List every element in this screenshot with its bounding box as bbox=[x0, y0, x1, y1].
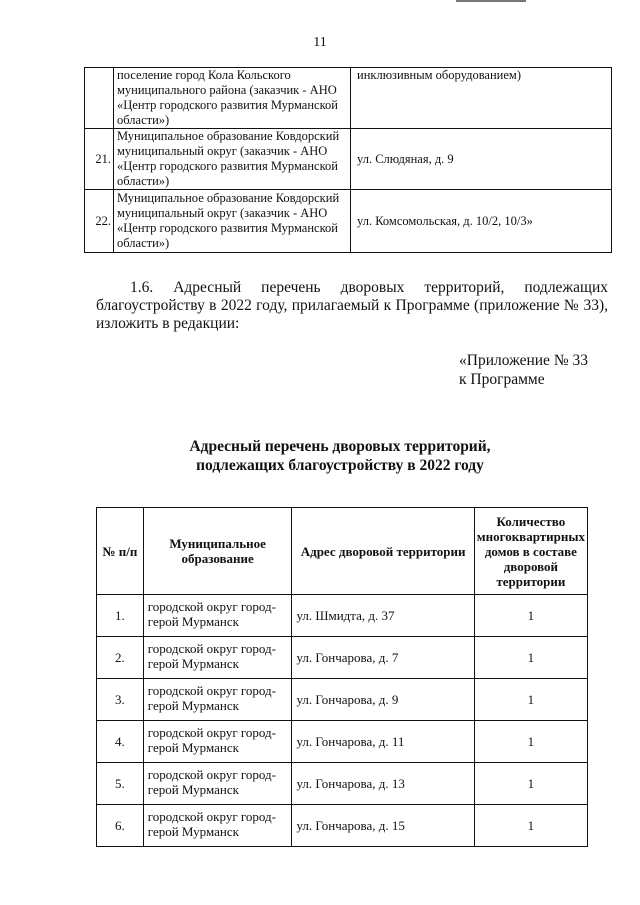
header-municipality: Муниципальное образование bbox=[143, 508, 292, 595]
count-cell: 1 bbox=[474, 763, 587, 805]
appendix-line-1: «Приложение № 33 bbox=[459, 352, 588, 369]
row-number: 4. bbox=[97, 721, 144, 763]
table-row bbox=[97, 679, 588, 721]
header-address: Адрес дворовой территории bbox=[292, 508, 474, 595]
row-number bbox=[85, 68, 114, 129]
table-row bbox=[97, 595, 588, 637]
count-cell: 1 bbox=[474, 721, 587, 763]
amendment-paragraph bbox=[96, 279, 608, 333]
row-number: 5. bbox=[97, 763, 144, 805]
row-number: 2. bbox=[97, 637, 144, 679]
municipality-cell bbox=[143, 595, 292, 637]
header-number: № п/п bbox=[97, 508, 144, 595]
table-row bbox=[85, 190, 612, 253]
address-cell: ул. Гончарова, д. 13 bbox=[292, 763, 474, 805]
count-cell: 1 bbox=[474, 637, 587, 679]
header-count: Количество многоквартирных домов в составе дворовой территории bbox=[474, 508, 587, 595]
address-list-table bbox=[96, 507, 588, 847]
appendix-reference bbox=[459, 351, 588, 389]
address-cell: ул. Гончарова, д. 11 bbox=[292, 721, 474, 763]
count-cell: 1 bbox=[474, 679, 587, 721]
municipality-text: городской округ город-герой Мурманск bbox=[147, 599, 276, 629]
title-line-1: Адресный перечень дворовых территорий, bbox=[189, 438, 491, 455]
municipality-cell bbox=[143, 679, 292, 721]
appendix-line-2: к Программе bbox=[459, 371, 545, 388]
address-cell: ул. Комсомольская, д. 10/2, 10/3» bbox=[351, 190, 612, 253]
address-cell: ул. Гончарова, д. 15 bbox=[292, 805, 474, 847]
row-number: 3. bbox=[97, 679, 144, 721]
paragraph-rest: благоустройству в 2022 году, прилагаемый к Программе (приложение № 33), изложить в редакции: bbox=[96, 297, 608, 332]
municipality-text: городской округ город-герой Мурманск bbox=[147, 641, 276, 671]
address-cell: ул. Слюдяная, д. 9 bbox=[351, 129, 612, 190]
top-edge-line bbox=[456, 0, 526, 2]
municipality-cell bbox=[143, 637, 292, 679]
count-cell: 1 bbox=[474, 805, 587, 847]
municipality-text: городской округ город-герой Мурманск bbox=[147, 767, 276, 797]
municipality-text: городской округ город-герой Мурманск bbox=[147, 725, 276, 755]
municipality-text: городской округ город-герой Мурманск bbox=[147, 683, 276, 713]
paragraph-line-1: 1.6. Адресный перечень дворовых территорий, подлежащих bbox=[130, 279, 608, 296]
continuation-table bbox=[84, 67, 612, 253]
municipality-text: городской округ город-герой Мурманск bbox=[147, 809, 276, 839]
row-number: 21. bbox=[85, 129, 114, 190]
title-line-2: подлежащих благоустройству в 2022 году bbox=[196, 457, 484, 474]
address-cell: ул. Гончарова, д. 7 bbox=[292, 637, 474, 679]
municipality-cell: Муниципальное образование Ковдорский муниципальный округ (заказчик - АНО «Центр городского развития Мурманской области») bbox=[114, 190, 351, 253]
table-row bbox=[97, 763, 588, 805]
row-number: 1. bbox=[97, 595, 144, 637]
count-cell: 1 bbox=[474, 595, 587, 637]
address-cell: инклюзивным оборудованием) bbox=[351, 68, 612, 129]
document-title bbox=[0, 437, 640, 475]
table-row bbox=[97, 805, 588, 847]
row-number: 22. bbox=[85, 190, 114, 253]
municipality-cell: Муниципальное образование Ковдорский муниципальный округ (заказчик - АНО «Центр городского развития Мурманской области») bbox=[114, 129, 351, 190]
address-cell: ул. Шмидта, д. 37 bbox=[292, 595, 474, 637]
table-header-row bbox=[97, 508, 588, 595]
table-row bbox=[85, 129, 612, 190]
row-number: 6. bbox=[97, 805, 144, 847]
table-row bbox=[97, 637, 588, 679]
municipality-cell bbox=[143, 805, 292, 847]
address-cell: ул. Гончарова, д. 9 bbox=[292, 679, 474, 721]
table-row bbox=[85, 68, 612, 129]
municipality-cell: поселение город Кола Кольского муниципального района (заказчик - АНО «Центр городского развития Мурманской области») bbox=[114, 68, 351, 129]
municipality-cell bbox=[143, 763, 292, 805]
page-number: 11 bbox=[313, 35, 327, 50]
table-row bbox=[97, 721, 588, 763]
municipality-cell bbox=[143, 721, 292, 763]
